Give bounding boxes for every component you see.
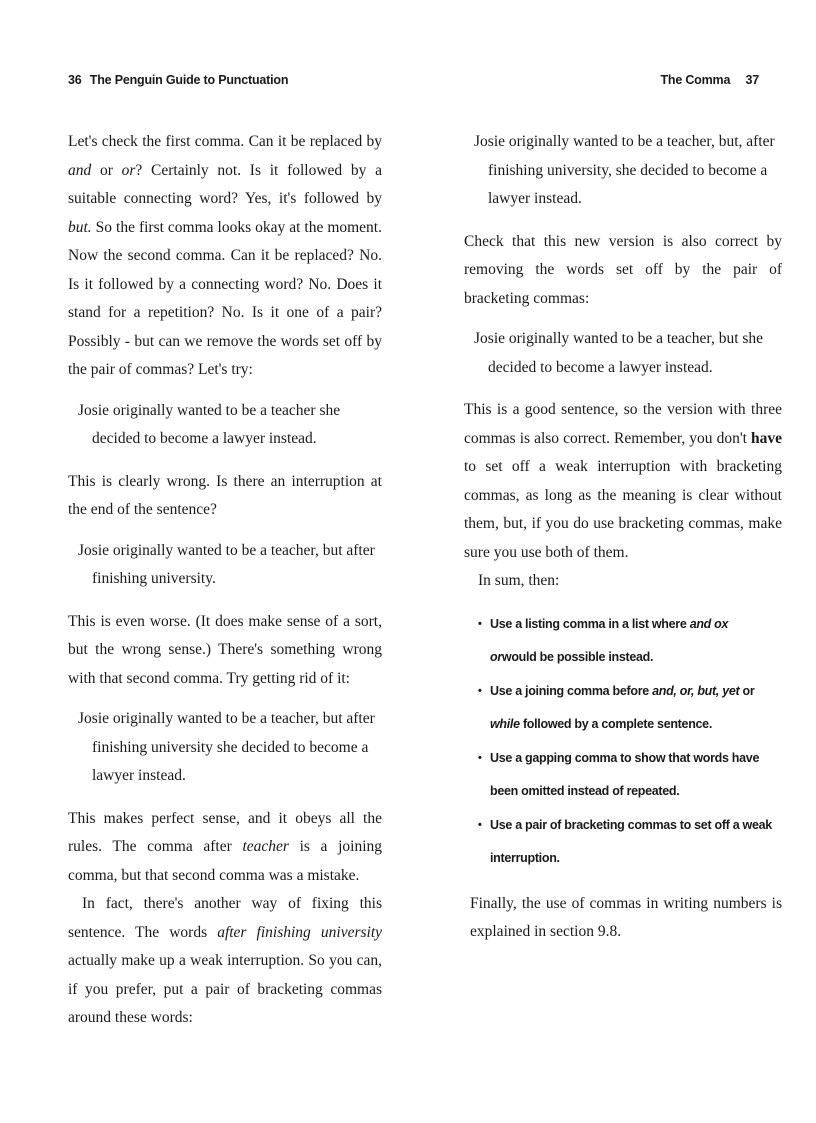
example-sentence: Josie originally wanted to be a teacher, but, after finishing university, she decided to become a lawyer instead. [474, 133, 775, 207]
running-head-left [68, 73, 288, 87]
summary-item: • Use a joining comma before and, or, but, yet or while followed by a complete sentence. [464, 675, 782, 742]
summary-list [464, 608, 782, 876]
page-number-right: 37 [745, 73, 759, 87]
running-head-right [660, 73, 759, 87]
example-sentence: Josie originally wanted to be a teacher, but after finishing university. [78, 541, 375, 587]
example-sentence: Josie originally wanted to be a teacher she decided to become a lawyer instead. [78, 401, 341, 447]
summary-item: • Use a pair of bracketing commas to set off a weak interruption. [464, 809, 782, 876]
paragraph: Finally, the use of commas in writing numbers is explained in section 9.8. [470, 894, 782, 940]
paragraph: This makes perfect sense, and it obeys all the rules. The comma after teacher is a joining comma, but that second comma was a mistake. [68, 809, 383, 884]
summary-item: • Use a listing comma in a list where and ox orwould be possible instead. [464, 608, 782, 675]
paragraph: This is even worse. (It does make sense of a sort, but the wrong sense.) There's something wrong with that second comma. Try getting rid of it: [68, 612, 382, 687]
paragraph: In sum, then: [478, 572, 560, 589]
example-sentence: Josie originally wanted to be a teacher, but after finishing university she decided to become a lawyer instead. [78, 710, 375, 784]
left-page [68, 128, 382, 1033]
paragraph: Check that this new version is also correct by removing the words set off by the pair of bracketing commas: [464, 232, 782, 307]
paragraph: This is clearly wrong. Is there an interruption at the end of the sentence? [68, 472, 382, 518]
right-page [464, 128, 782, 947]
example-sentence: Josie originally wanted to be a teacher, but she decided to become a lawyer instead. [474, 330, 764, 376]
summary-item: • Use a gapping comma to show that words have been omitted instead of repeated. [464, 742, 782, 809]
book-title: The Penguin Guide to Punctuation [89, 73, 289, 87]
page-number-left: 36 [68, 73, 82, 87]
paragraph: In fact, there's another way of fixing this sentence. The words after finishing university actually make up a weak interruption. So you can, if you prefer, put a pair of bracketing commas around these words: [68, 895, 383, 1026]
chapter-title: The Comma [660, 73, 731, 87]
paragraph: This is a good sentence, so the version with three commas is also correct. Remember, you don't have to set off a weak interruption with bracketing commas, as long as the meaning is clear without them, but, if you do use bracketing commas, make sure you use both of them. [464, 401, 782, 561]
paragraph: Let's check the first comma. Can it be replaced by and or or? Certainly not. Is it followed by a suitable connecting word? Yes, it's followed by but. So the first comma looks okay at the moment. Now the second comma. Can it be replaced? No. Is it followed by a connecting word? No. Does it stand for a repetition? No. Is it one of a pair? Possibly - but can we remove the words set off by the pair of commas? Let's try: [68, 133, 382, 378]
